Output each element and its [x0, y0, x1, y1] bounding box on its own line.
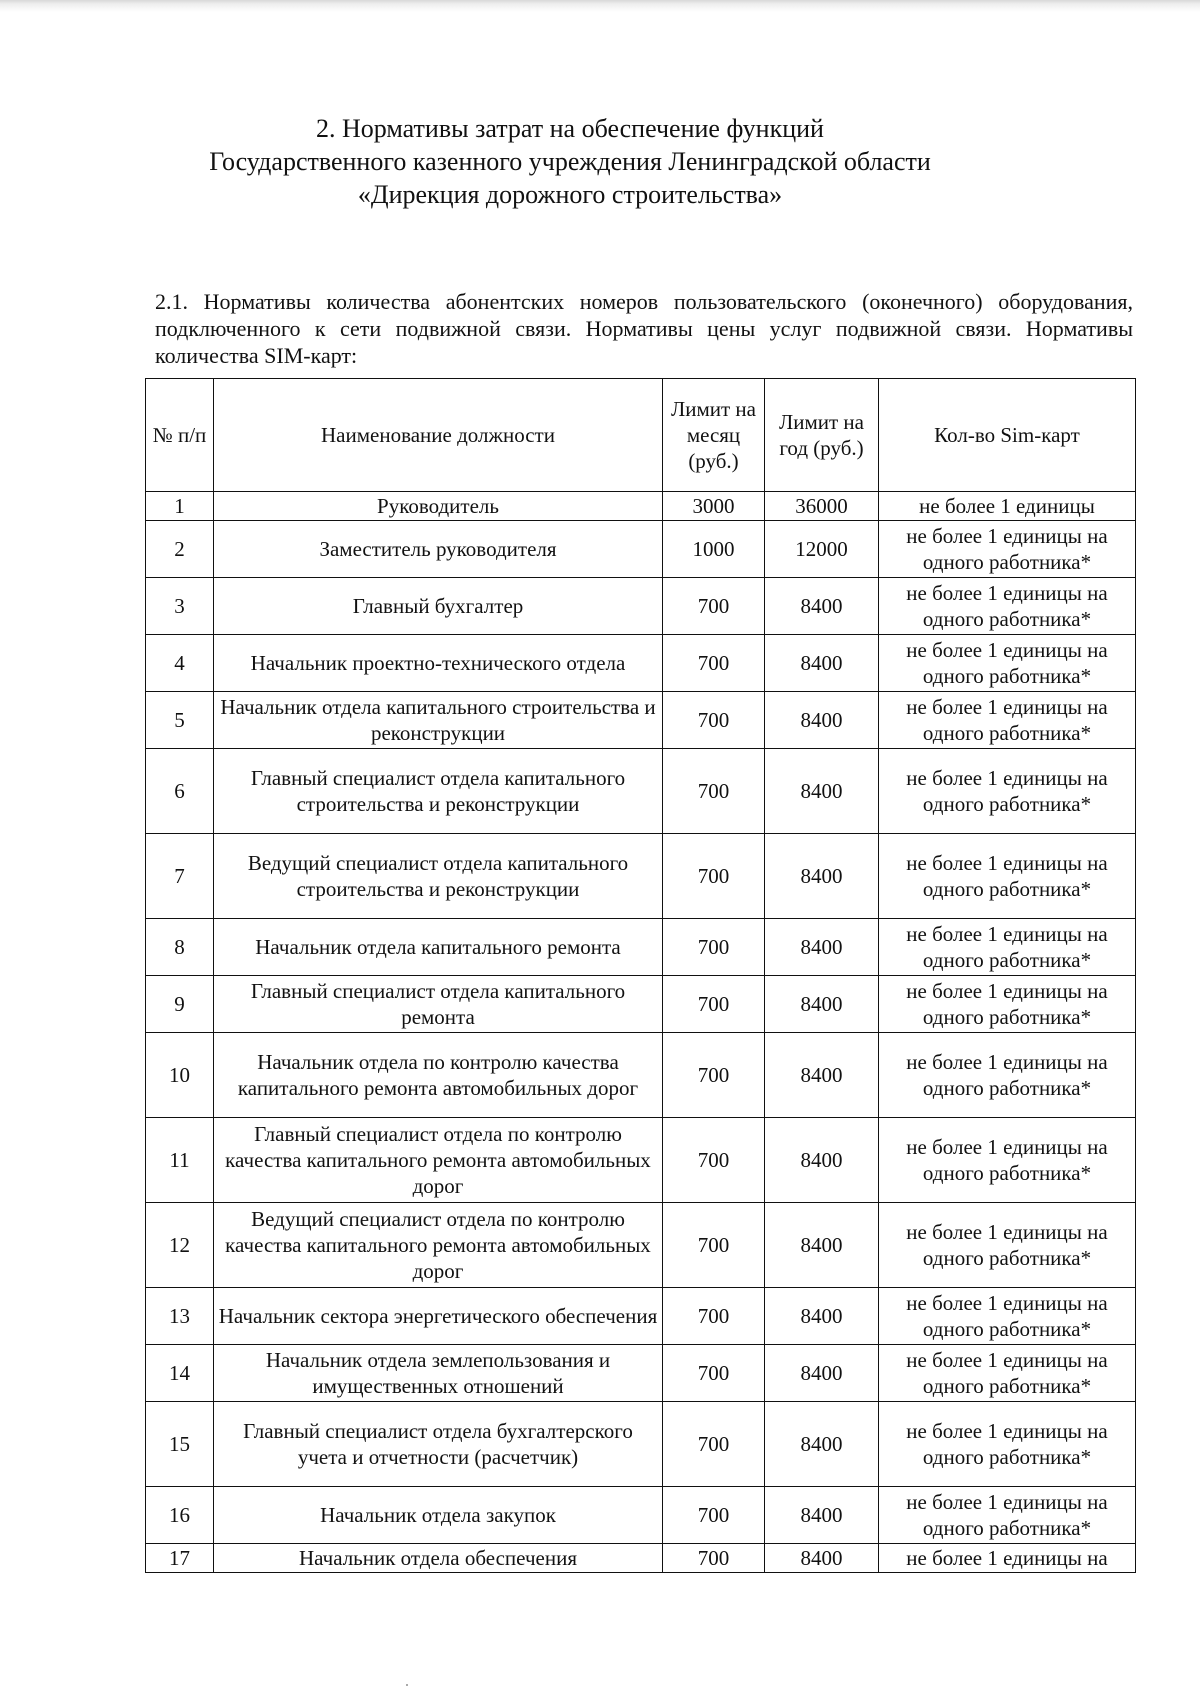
norms-table — [145, 378, 1136, 1573]
cell-position: Ведущий специалист отдела по контролю качества капитального ремонта автомобильных дорог — [214, 1203, 663, 1288]
cell-sim: не более 1 единицы на одного работника* — [879, 521, 1136, 578]
cell-sim: не более 1 единицы на одного работника* — [879, 834, 1136, 919]
document-heading — [200, 112, 940, 211]
header-position: Наименование должности — [214, 379, 663, 492]
table-header-row — [146, 379, 1136, 492]
header-month-limit: Лимит на месяц (руб.) — [663, 379, 765, 492]
cell-sim: не более 1 единицы на одного работника* — [879, 1345, 1136, 1402]
cell-num: 5 — [146, 692, 214, 749]
cell-month: 700 — [663, 1288, 765, 1345]
table-row — [146, 1345, 1136, 1402]
cell-month: 700 — [663, 919, 765, 976]
cell-num: 9 — [146, 976, 214, 1033]
cell-month: 700 — [663, 578, 765, 635]
cell-year: 8400 — [765, 1544, 879, 1573]
cell-num: 8 — [146, 919, 214, 976]
header-year-limit: Лимит на год (руб.) — [765, 379, 879, 492]
cell-num: 3 — [146, 578, 214, 635]
table-row — [146, 919, 1136, 976]
cell-year: 12000 — [765, 521, 879, 578]
table-row — [146, 976, 1136, 1033]
cell-num: 7 — [146, 834, 214, 919]
cell-sim: не более 1 единицы — [879, 492, 1136, 521]
table-row — [146, 1033, 1136, 1118]
table-row — [146, 1487, 1136, 1544]
table-row — [146, 834, 1136, 919]
cell-year: 8400 — [765, 834, 879, 919]
cell-position: Главный бухгалтер — [214, 578, 663, 635]
cell-num: 6 — [146, 749, 214, 834]
cell-sim: не более 1 единицы на одного работника* — [879, 692, 1136, 749]
cell-sim: не более 1 единицы на — [879, 1544, 1136, 1573]
table-row — [146, 578, 1136, 635]
cell-month: 1000 — [663, 521, 765, 578]
heading-line-1: 2. Нормативы затрат на обеспечение функций — [316, 114, 824, 143]
intro-paragraph: 2.1. Нормативы количества абонентских номеров пользовательского (оконечного) оборудования, подключенного к сети подвижной связи. Нормативы цены услуг подвижной связи. Нормативы количества SIM-карт: — [155, 289, 1133, 368]
heading-line-2: Государственного казенного учреждения Ленинградской области — [209, 147, 931, 176]
table-row — [146, 1288, 1136, 1345]
cell-position: Главный специалист отдела капитального ремонта — [214, 976, 663, 1033]
cell-month: 700 — [663, 1487, 765, 1544]
cell-position: Начальник сектора энергетического обеспечения — [214, 1288, 663, 1345]
cell-sim: не более 1 единицы на одного работника* — [879, 1487, 1136, 1544]
cell-month: 700 — [663, 1118, 765, 1203]
table-row — [146, 1544, 1136, 1573]
cell-year: 8400 — [765, 692, 879, 749]
cell-sim: не более 1 единицы на одного работника* — [879, 1118, 1136, 1203]
table-row — [146, 635, 1136, 692]
cell-position: Главный специалист отдела по контролю качества капитального ремонта автомобильных дорог — [214, 1118, 663, 1203]
cell-year: 8400 — [765, 1203, 879, 1288]
cell-month: 700 — [663, 1345, 765, 1402]
cell-num: 15 — [146, 1402, 214, 1487]
cell-year: 8400 — [765, 1288, 879, 1345]
cell-month: 700 — [663, 1033, 765, 1118]
cell-sim: не более 1 единицы на одного работника* — [879, 635, 1136, 692]
cell-sim: не более 1 единицы на одного работника* — [879, 919, 1136, 976]
table-row — [146, 1118, 1136, 1203]
header-sim-count: Кол-во Sim-карт — [879, 379, 1136, 492]
cell-num: 10 — [146, 1033, 214, 1118]
cell-num: 12 — [146, 1203, 214, 1288]
cell-num: 16 — [146, 1487, 214, 1544]
cell-num: 4 — [146, 635, 214, 692]
cell-year: 8400 — [765, 919, 879, 976]
cell-month: 3000 — [663, 492, 765, 521]
cell-position: Начальник отдела капитального ремонта — [214, 919, 663, 976]
cell-year: 8400 — [765, 976, 879, 1033]
cell-position: Начальник отдела землепользования и имущественных отношений — [214, 1345, 663, 1402]
cell-month: 700 — [663, 749, 765, 834]
cell-sim: не более 1 единицы на одного работника* — [879, 1288, 1136, 1345]
cell-num: 11 — [146, 1118, 214, 1203]
table-row — [146, 521, 1136, 578]
cell-num: 1 — [146, 492, 214, 521]
cell-sim: не более 1 единицы на одного работника* — [879, 1402, 1136, 1487]
table-row — [146, 692, 1136, 749]
cell-month: 700 — [663, 834, 765, 919]
cell-position: Начальник отдела закупок — [214, 1487, 663, 1544]
cell-position: Главный специалист отдела капитального строительства и реконструкции — [214, 749, 663, 834]
cell-num: 17 — [146, 1544, 214, 1573]
cell-num: 14 — [146, 1345, 214, 1402]
cell-month: 700 — [663, 1203, 765, 1288]
cell-month: 700 — [663, 1544, 765, 1573]
cell-sim: не более 1 единицы на одного работника* — [879, 976, 1136, 1033]
scan-edge — [0, 0, 1200, 14]
cell-sim: не более 1 единицы на одного работника* — [879, 749, 1136, 834]
scan-speck — [406, 1684, 408, 1686]
cell-position: Руководитель — [214, 492, 663, 521]
cell-position: Главный специалист отдела бухгалтерского учета и отчетности (расчетчик) — [214, 1402, 663, 1487]
cell-month: 700 — [663, 635, 765, 692]
cell-position: Начальник отдела капитального строительства и реконструкции — [214, 692, 663, 749]
cell-position: Начальник проектно-технического отдела — [214, 635, 663, 692]
cell-num: 2 — [146, 521, 214, 578]
cell-position: Начальник отдела обеспечения — [214, 1544, 663, 1573]
cell-sim: не более 1 единицы на одного работника* — [879, 1033, 1136, 1118]
table-row — [146, 749, 1136, 834]
cell-year: 8400 — [765, 1345, 879, 1402]
cell-month: 700 — [663, 692, 765, 749]
heading-line-3: «Дирекция дорожного строительства» — [357, 180, 783, 209]
header-num: № п/п — [146, 379, 214, 492]
table-row — [146, 492, 1136, 521]
cell-sim: не более 1 единицы на одного работника* — [879, 578, 1136, 635]
cell-position: Начальник отдела по контролю качества капитального ремонта автомобильных дорог — [214, 1033, 663, 1118]
cell-month: 700 — [663, 976, 765, 1033]
cell-num: 13 — [146, 1288, 214, 1345]
cell-year: 8400 — [765, 1118, 879, 1203]
table-row — [146, 1203, 1136, 1288]
cell-year: 8400 — [765, 635, 879, 692]
cell-year: 8400 — [765, 578, 879, 635]
cell-year: 8400 — [765, 1487, 879, 1544]
table-row — [146, 1402, 1136, 1487]
cell-position: Заместитель руководителя — [214, 521, 663, 578]
cell-sim: не более 1 единицы на одного работника* — [879, 1203, 1136, 1288]
cell-year: 36000 — [765, 492, 879, 521]
cell-month: 700 — [663, 1402, 765, 1487]
cell-year: 8400 — [765, 1402, 879, 1487]
cell-position: Ведущий специалист отдела капитального строительства и реконструкции — [214, 834, 663, 919]
cell-year: 8400 — [765, 749, 879, 834]
cell-year: 8400 — [765, 1033, 879, 1118]
